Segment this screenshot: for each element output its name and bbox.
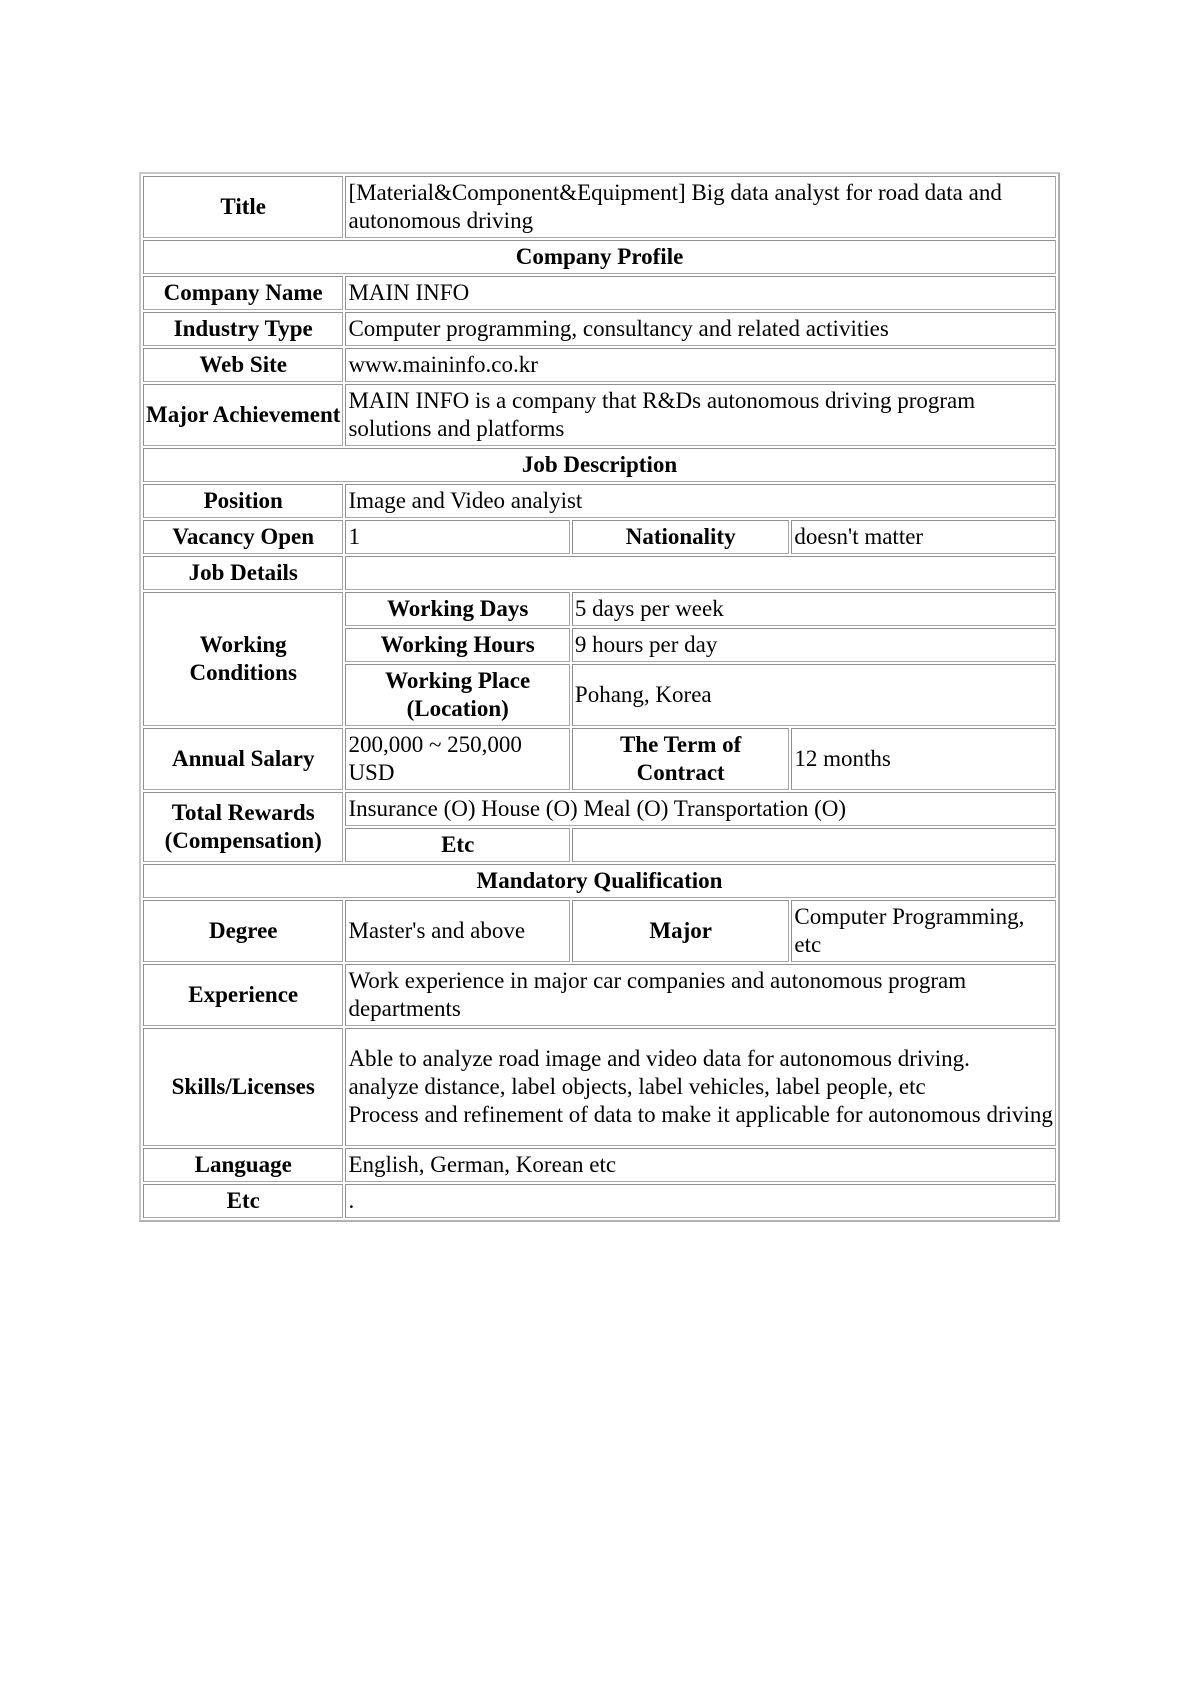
language-value: English, German, Korean etc [345,1148,1056,1182]
row-industry-type [143,312,1056,346]
working-place-label: Working Place (Location) [345,664,569,726]
row-etc [143,1184,1056,1218]
working-place-value: Pohang, Korea [572,664,1056,726]
nationality-label: Nationality [572,520,789,554]
title-label: Title [143,176,343,238]
row-salary-contract [143,728,1056,790]
company-name-label: Company Name [143,276,343,310]
position-label: Position [143,484,343,518]
total-rewards-label: Total Rewards (Compensation) [143,792,343,862]
major-value: Computer Programming, etc [791,900,1056,962]
row-job-details [143,556,1056,590]
skills-licenses-value: Able to analyze road image and video data for autonomous driving. analyze distance, label objects, label vehicles, label people, etc Process and refinement of data to make it applicable for autonomous driving [345,1028,1056,1146]
working-conditions-label: Working Conditions [143,592,343,726]
working-days-value: 5 days per week [572,592,1056,626]
etc-label: Etc [143,1184,343,1218]
row-web-site [143,348,1056,382]
job-details-value [345,556,1056,590]
major-achievement-label: Major Achievement [143,384,343,446]
row-company-profile-heading [143,240,1056,274]
experience-value: Work experience in major car companies and autonomous program departments [345,964,1056,1026]
job-details-label: Job Details [143,556,343,590]
row-skills-licenses [143,1028,1056,1146]
company-profile-heading: Company Profile [143,240,1056,274]
row-company-name [143,276,1056,310]
etc-value: . [345,1184,1056,1218]
rewards-etc-label: Etc [345,828,569,862]
language-label: Language [143,1148,343,1182]
term-of-contract-label: The Term of Contract [572,728,789,790]
row-major-achievement [143,384,1056,446]
job-posting-table [141,174,1058,1220]
mandatory-qualification-heading: Mandatory Qualification [143,864,1056,898]
major-achievement-value: MAIN INFO is a company that R&Ds autonomous driving program solutions and platforms [345,384,1056,446]
nationality-value: doesn't matter [791,520,1056,554]
vacancy-open-label: Vacancy Open [143,520,343,554]
title-value: [Material&Component&Equipment] Big data analyst for road data and autonomous driving [345,176,1056,238]
job-description-heading: Job Description [143,448,1056,482]
degree-value: Master's and above [345,900,569,962]
annual-salary-label: Annual Salary [143,728,343,790]
row-total-rewards [143,792,1056,826]
term-of-contract-value: 12 months [791,728,1056,790]
row-title [143,176,1056,238]
working-days-label: Working Days [345,592,569,626]
job-posting-table-frame [139,172,1060,1222]
web-site-value: www.maininfo.co.kr [345,348,1056,382]
total-rewards-value: Insurance (O) House (O) Meal (O) Transportation (O) [345,792,1056,826]
industry-type-label: Industry Type [143,312,343,346]
row-vacancy-nationality [143,520,1056,554]
row-experience [143,964,1056,1026]
web-site-label: Web Site [143,348,343,382]
major-label: Major [572,900,789,962]
industry-type-value: Computer programming, consultancy and related activities [345,312,1056,346]
company-name-value: MAIN INFO [345,276,1056,310]
rewards-etc-value [572,828,1056,862]
row-position [143,484,1056,518]
position-value: Image and Video analyist [345,484,1056,518]
experience-label: Experience [143,964,343,1026]
skills-licenses-label: Skills/Licenses [143,1028,343,1146]
row-degree-major [143,900,1056,962]
row-language [143,1148,1056,1182]
working-hours-label: Working Hours [345,628,569,662]
working-hours-value: 9 hours per day [572,628,1056,662]
degree-label: Degree [143,900,343,962]
row-job-description-heading [143,448,1056,482]
vacancy-open-value: 1 [345,520,569,554]
row-working-days [143,592,1056,626]
annual-salary-value: 200,000 ~ 250,000 USD [345,728,569,790]
row-mandatory-qualification-heading [143,864,1056,898]
